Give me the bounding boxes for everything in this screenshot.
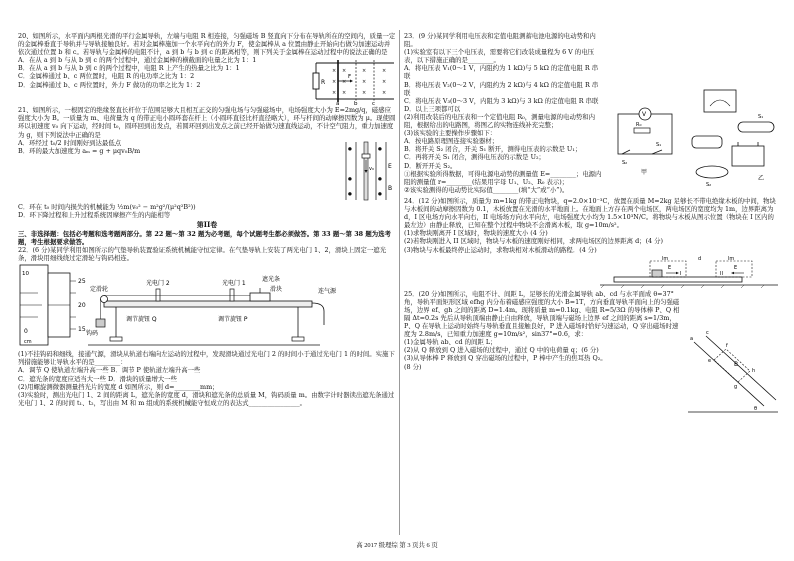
q23-stem: 23．(9 分)某同学利用电压表和定值电阻测蓄电池电源的电动势和内阻。 (1)实验室有以下三个电压表，需要将它们改装成量程为 6 V 的电压表，以下措施正确的是________。 A．将电压表 V₁(0～1 V，内阻约为 1 kΩ)与 5 kΩ 的定值电阻 R 串联 B．将电压表 V₂(0～2 V，内阻约为 2 kΩ)与 4 kΩ 的定值电阻 R 串联 C．将电压表 V₃(0～3 V，内阻为 3 kΩ)与 3 kΩ 的定值电阻 R 串联 D．以上三项都可以 (2)利用改装后的电压表和一个定值电阻 R₀，测量电源的电动势和内阻，根据给出的电路图，将图乙的实物连线补充完整； (3)该实验的主要操作步骤如下： A．按电路原理图连接实验器材； B．将开关 S₂ 闭合，开关 S₁ 断开，测得电压表的示数是 U₁； C．再将开关 S₁ 闭合，测得电压表的示数是 U₂； D．断开开关 S₂。 ①根据实验所得数据，可得电源电动势的测量值 E=________；电源内阻的测量值 r=________(结果用字母 U₁、U₂、R₀ 表示)； ②该实验测得的电动势比实际值________(填“大”或“小”)。	[404, 32, 602, 194]
q22-label-gate2: 光电门 2	[146, 280, 170, 288]
page-footer: 高 2017 级理综 第 3 页共 6 页	[356, 542, 438, 549]
q22-tick-0: 0	[24, 328, 28, 336]
q22-label-gate1: 光电门 1	[222, 280, 246, 288]
q22-tick-20: 20	[78, 302, 86, 310]
part-2-title: 第II卷	[196, 219, 218, 229]
q25-figure	[684, 330, 780, 416]
q24-label-lm1: lm	[662, 255, 669, 262]
q24-label-zone-ii: II	[720, 270, 723, 277]
right-column	[404, 32, 780, 417]
q22-label-knob-q: 调节旋钮 Q	[126, 316, 157, 324]
q22-body: (1)不挂钩码和细线，接通气源，滑块从轨道右端向左运动的过程中，发现滑块通过光电门 2 的时间小于通过光电门 1 的时间。实施下列措施能够让导轨水平的是________： A．调节 Q 使轨道左端升高一些 B．调节 P 使轨道左端升高一些 C．遮光条的宽度应适当大一些 D．滑块的质量增大一些 (2)用螺旋测微器测量挡光片的宽度 d 如图所示，则 d=________mm； (3)实验时，测出光电门 1、2 间的距离 L，遮光条的宽度 d，滑块和遮光条的总质量 M，钩码质量 m。由数字计时器读出遮光条通过光电门 1、2 的时间 t₁、t₂，写出由 M 和 m 组成的系统机械能守恒成立的表达式________________。	[18, 350, 395, 407]
q21-figure	[336, 140, 396, 202]
q21-label-b: B	[388, 184, 393, 192]
q22-stem: 22．(6 分)某同学利用如图所示的气垫导轨装置验证系统机械能守恒定律。在气垫导轨上安装了两光电门 1、2，滑块上固定一遮光条，滑块用细线绕过定滑轮与钩码相连。	[18, 246, 387, 263]
q21-options-cd: C．环在 t₀ 时间内损失的机械能为 ½m(v₀² − m²g²/(μ²q²B²)) D．环下降过程和上升过程系统因摩擦产生的内能相等	[18, 202, 196, 219]
q24-label-zone-i: I	[680, 270, 682, 277]
q20-options: A．在从 a 到 b 与从 b 到 c 的两个过程中，通过金属棒的横截面的电量之比为 1：1 B．在从 a 到 b 与从 b 到 c 的两个过程中，电阻 R 上产生的热量之比为 1：1 C．金属棒通过 b、c 两位置时，电阻 R 的电功率之比为 1：2 D．金属棒通过 b、c 两位置时，外力 F 做功的功率之比为 1：2	[18, 56, 257, 89]
q21-options-ab: A．环经过 t₀/2 时间刚好到达最低点 B．环的最大加速度为 aₘ = g + μqv₀B/m	[18, 138, 141, 155]
svg-text:●: ●	[378, 146, 382, 152]
svg-text:×: ×	[342, 90, 347, 97]
q22-label-slider: 滑块	[270, 286, 283, 294]
q25-label-f: f	[726, 342, 728, 349]
q22-unit-cm: cm	[24, 339, 32, 346]
svg-text:×: ×	[342, 79, 347, 86]
q24-label-e2: E	[734, 264, 738, 271]
q25-label-e: e	[708, 357, 712, 364]
q24-figure	[404, 255, 780, 289]
svg-text:●: ●	[348, 146, 352, 152]
left-column	[18, 32, 396, 407]
svg-text:×: ×	[362, 68, 367, 75]
q25-label-theta: θ	[754, 405, 758, 412]
svg-text:×: ×	[362, 79, 367, 86]
svg-text:●: ●	[348, 176, 352, 182]
q20-label-c: c	[372, 101, 376, 106]
q24-label-e1: E	[668, 264, 672, 271]
q23-label-yi: 乙	[758, 175, 765, 182]
q25-label-g: g	[734, 383, 738, 390]
q25-label-a: a	[690, 335, 694, 342]
q23-label-v: V	[642, 111, 647, 118]
q20-stem: 20、如图所示，水平面内两根光滑的平行金属导轨，左端与电阻 R 相连接，匀强磁场 B 竖直向下分布在导轨所在的空间内，质量一定的金属棒垂直于导轨并与导轨接触良好。若对金属棒施加一个水平向右的外力 F，使金属棒从 a 位置由静止开始向右做匀加速运动并依次通过位置 b 和 c。若导轨与金属棒的电阻不计，a 到 b 与 b 到 c 的距离相等，则下列关于金属棒在运动过程中的说法正确的是	[18, 32, 396, 57]
q20-label-f: F	[348, 74, 352, 81]
q24-stem: 24．(12 分)如图所示，质量为 m=1kg 的带正电物块，q=2.0×10⁻³C，放置在质量 M=2kg 足够长不带电绝缘木板的中间，物块与木板间的动摩擦因数为 0.1，木板放置在光滑的水平地面上。在地面上方存在两个电场区，两电场区的宽度均为 1m，边界距离为 d，I 区电场方向水平向右，II 电场场方向水平向左，电场强度大小均为 1.5×10³N/C。将物块与木板从图示位置（物块在 I 区内的最左边）由静止释放，已知在整个过程中物块不会滑离木板，取 g=10m/s²。 (1)求物块刚离开 I 区域时，物块的速度大小 (4 分) (2)若物块刚进入 II 区域时，物块与木板的速度刚好相同，求两电场区的边界距离 d；(4 分) (3)物块与木板最终停止运动时，求物块相对木板滑动的路程．(4 分)	[404, 197, 776, 254]
q20-label-r: R	[321, 79, 326, 87]
part-2-instructions: 三、非选择题：包括必考题和选考题两部分。第 22 题～第 32 题为必考题，每个试题考生都必须做答。第 33 题～第 38 题为选考题，考生根据要求做答。	[18, 229, 391, 246]
q25-label-h: h	[752, 367, 756, 374]
q25-stem: 25．(20 分)如图所示，电阻不计、间距 L，足够长的光滑金属导轨 ab、cd 与水平面成 θ=37°角，导轨平面矩形区域 efhg 内分布着磁感应强度的大小 B=1T，方向垂直导轨平面向上的匀强磁场，边界 ef、gh 之间的距离 D=1.4m。现将质量 m=0.1kg、电阻 R=5/3Ω 的导体棒 P、Q 相隔 Δt=0.2s 先后从导轨顶端由静止自由释放，导轨顶端与磁场上边界 ef 之间的距离 s=1/3m，P、Q 在导轨上运动时始终与导轨垂直且接触良好，P 进入磁场时恰好匀速运动，Q 穿出磁场时速度为 2.8m/s，已知重力加速度 g=10m/s²，sin37°=0.6，求： (1)金属导轨 ab、cd 的间距 L； (2)从 Q 释放到 Q 进入磁场的过程中，通过 Q 中的电荷量 q；(6 分) (3)从导体棒 P 释放到 Q 穿出磁场的过程中，P 棒中产生的焦耳热 Q₂。 (8 分)	[404, 289, 680, 371]
q23-label-s1-right: S₁	[758, 114, 764, 120]
svg-text:×: ×	[332, 68, 337, 75]
q22-tick-25: 25	[78, 278, 86, 286]
q20-label-b: b	[354, 101, 358, 106]
q25-label-c: c	[706, 329, 709, 336]
q20-figure	[308, 57, 396, 105]
q22-label-knob-p: 调节旋钮 P	[218, 316, 248, 324]
q23-label-s2-left: S₂	[622, 160, 628, 166]
svg-text:●: ●	[378, 176, 382, 182]
q23-figure	[608, 88, 780, 196]
q22-label-weight: 钩码	[86, 330, 99, 338]
svg-text:×: ×	[382, 79, 387, 86]
q23-label-jia: 甲	[641, 169, 648, 176]
svg-text:×: ×	[332, 79, 337, 86]
q22-figure	[18, 263, 396, 349]
svg-text:×: ×	[382, 90, 387, 97]
q20-label-a: a	[336, 101, 340, 106]
q24-label-lm2: lm	[728, 255, 735, 262]
svg-text:×: ×	[342, 68, 347, 75]
q23-label-s1-left: S₁	[656, 142, 662, 148]
column-divider	[399, 30, 400, 535]
svg-text:●: ●	[378, 191, 382, 197]
q22-label-shade: 遮光条	[262, 276, 281, 284]
q22-label-pulley: 定滑轮	[90, 286, 109, 294]
q21-label-e: E	[388, 162, 392, 170]
q23-label-s2-right: S₂	[706, 182, 712, 188]
svg-text:×: ×	[382, 68, 387, 75]
q21-stem: 21、如图所示，一根固定的绝缘竖直长杆位于范围足够大且相互正交的匀强电场与匀强磁场中，电场强度大小为 E=2mg/q，磁感应强度大小为 B。一质量为 m、电荷量为 q 的带正电小圆环套在杆上（小圆环直径比杆直径略大），环与杆间的动摩擦因数为 μ。现使圆环以初速度 v₀ 向下运动，经时间 t₀，圆环回到出发点，若圆环回到出发点之前已经开始做匀速直线运动，不计空气阻力，重力加速度为 g，则下列说法中正确的是	[18, 106, 396, 139]
svg-text:×: ×	[332, 90, 337, 97]
q22-tick-15: 15	[78, 326, 86, 334]
q21-label-v0: v₀	[369, 165, 374, 172]
svg-text:×: ×	[362, 90, 367, 97]
q22-tick-10: 10	[22, 271, 29, 278]
q23-label-r0: R₀	[636, 122, 642, 128]
q22-label-gas: 连气源	[318, 288, 337, 296]
svg-text:●: ●	[348, 191, 352, 197]
q25-label-b: B	[734, 360, 739, 368]
q24-label-d: d	[698, 255, 702, 262]
